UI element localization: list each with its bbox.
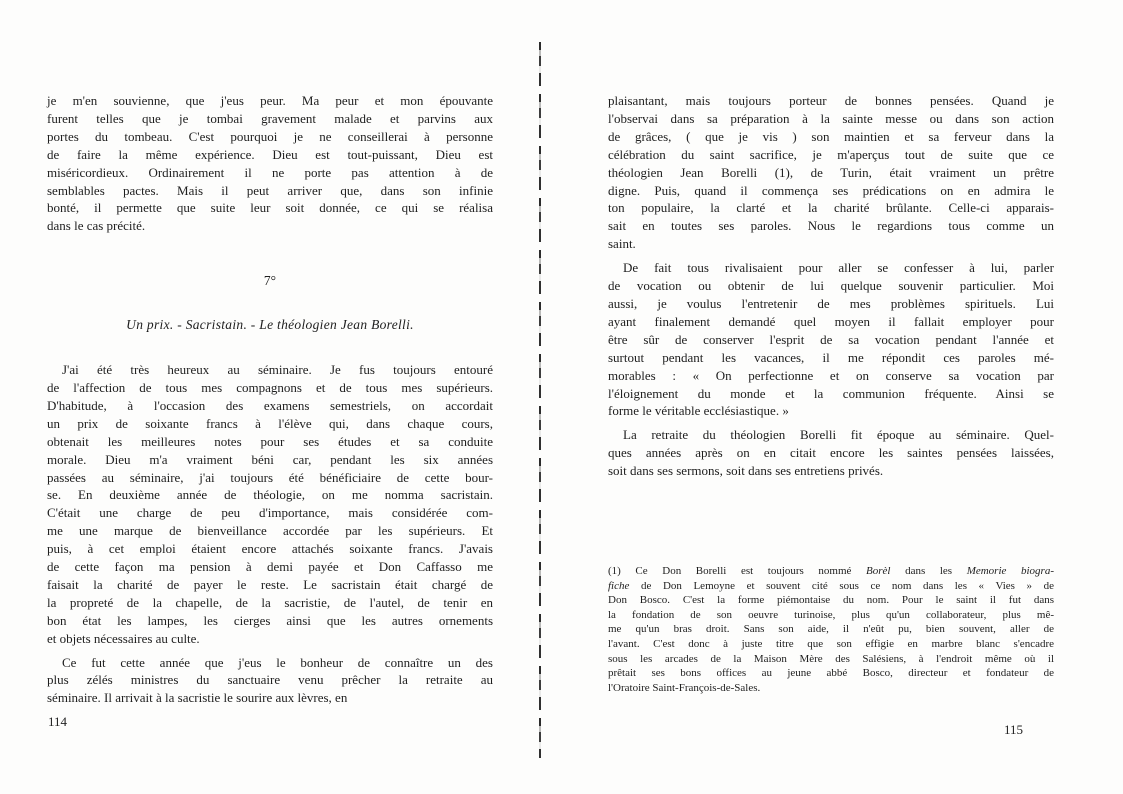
text-line: forme le véritable ecclésiastique. » xyxy=(608,403,789,419)
text-line: D'habitude, à l'occasion des examens semestriels, on accordait xyxy=(47,397,493,413)
text-line: Don Bosco. C'est la forme piémontaise du nom. Pour le saint il fut dans xyxy=(608,594,1054,607)
text-line: se. En deuxième année de théologie, on me nomma sacristain. xyxy=(47,487,493,503)
text-line: l'Oratoire Saint-François-de-Sales. xyxy=(608,681,761,694)
text-line: célébration du saint sacrifice, je m'aperçus tout de suite que ce xyxy=(608,146,1054,162)
text-line: (1) Ce Don Borelli est toujours nommé Borèl dans les Memorie biogra- xyxy=(608,565,1054,578)
text-line: bonté, il permette que suite leur soit donnée, ce qui se réalisa xyxy=(47,200,493,216)
text-line: et objets nécessaires au culte. xyxy=(47,630,200,646)
paragraph-borelli xyxy=(608,92,1054,253)
text-line: de cette façon ma pension à demi payée et Don Caffasso me xyxy=(47,559,493,575)
text-line: J'ai été très heureux au séminaire. Je fus toujours entouré xyxy=(62,362,493,378)
page-number-left: 114 xyxy=(48,714,68,729)
text-line: ton populaire, la clarté et la charité brûlante. Celle-ci apparais- xyxy=(608,200,1054,216)
text-line: ques années après on en citait encore les saintes pensées laissées, xyxy=(608,445,1054,461)
paragraph-continuation xyxy=(47,92,493,235)
text-line: l'observai dans sa préparation à la sainte messe ou dans son action xyxy=(608,110,1054,126)
paragraph-confession xyxy=(608,259,1054,420)
section-number-heading: 7° xyxy=(263,273,277,289)
text-line: un prix de soixante francs à l'élève qui, dans chaque cours, xyxy=(47,415,493,431)
text-line: sait en toutes ses paroles. Nous le regardions tous comme un xyxy=(608,218,1054,234)
left-page xyxy=(47,92,493,707)
text-line: me une marque de bienveillance accordée par les supérieurs. Et xyxy=(47,523,493,539)
text-line: C'était une charge de peu d'importance, mais considérée com- xyxy=(47,505,493,521)
text-line: je m'en souvienne, que j'eus peur. Ma peur et mon épouvante xyxy=(47,93,493,108)
section-title: Un prix. - Sacristain. - Le théologien Jean Borelli. xyxy=(126,317,414,333)
text-line: bon état les lampes, les cierges ainsi que les autres ornements xyxy=(47,612,493,628)
text-line: puis, à cet emploi étaient encore attachés soixante francs. J'avais xyxy=(47,541,493,557)
text-line: saint. xyxy=(608,236,636,252)
text-line: sous les arcades de la Maison Mère des Salésiens, à l'endroit même où il xyxy=(608,652,1054,665)
text-line: de faire la même expérience. Dieu est tout-puissant, Dieu est xyxy=(47,146,493,162)
text-line: faisait la charité de payer le reste. Le sacristain était chargé de xyxy=(47,576,493,592)
text-line: obtenait les meilleures notes pour ses études et sa conduite xyxy=(47,433,493,449)
text-line: soit dans ses sermons, soit dans ses entretiens privés. xyxy=(608,463,884,479)
text-line: Ce fut cette année que j'eus le bonheur de connaître un des xyxy=(62,654,493,670)
text-line: plus zélés ministres du sanctuaire venu prêcher la retraite au xyxy=(47,672,493,688)
paragraph-retreat xyxy=(47,654,493,708)
text-line: la propreté de la chapelle, de la sacristie, de l'autel, de tenir en xyxy=(47,594,493,610)
text-line: morables : « On perfectionne et on conserve sa vocation par xyxy=(608,367,1054,383)
text-line: l'avant. C'est donc à juste titre que son effigie en marbre blanc s'encadre xyxy=(608,638,1054,650)
text-line: ayant finalement demandé quel moyen il fallait employer pour xyxy=(608,313,1054,329)
text-line: portes du tombeau. C'est pourquoi je ne conseillerai à personne xyxy=(47,128,493,144)
text-line: de vocation ou obtenir de lui quelque souvenir particulier. Moi xyxy=(608,278,1054,294)
text-line: de grâces, ( que je vis ) son maintien et sa ferveur dans la xyxy=(608,128,1054,144)
text-line: fiche de Don Lemoyne et souvent cité sous ce nom dans les « Vies » de xyxy=(608,579,1054,592)
text-line: digne. Puis, quand il commença ses prédications on en admira le xyxy=(608,182,1054,198)
text-line: La retraite du théologien Borelli fit époque au séminaire. Quel- xyxy=(623,427,1054,443)
paragraph-seminary xyxy=(47,361,493,648)
text-line: miséricordieux. Ordinairement il ne porte pas attention à de xyxy=(47,164,493,180)
text-line: l'éloignement du monde et la communion fréquente. Ainsi se xyxy=(608,385,1054,401)
text-line: semblables pactes. Mais il peut arriver que, dans son infinie xyxy=(47,182,493,198)
text-line: De fait tous rivalisaient pour aller se confesser à lui, parler xyxy=(623,260,1054,276)
footnote-borelli xyxy=(608,564,1054,695)
binding-gutter-line xyxy=(539,42,541,758)
text-line: aussi, je voulus l'entretenir de mes problèmes spirituels. Lui xyxy=(608,295,1054,311)
text-line: séminaire. Il arrivait à la sacristie le sourire aux lèvres, en xyxy=(47,690,348,706)
text-line: être sûr de conserver l'esprit de sa vocation pendant l'année et xyxy=(608,331,1054,347)
page-number-right: 115 xyxy=(1004,722,1024,737)
paragraph-epoque xyxy=(608,426,1054,480)
text-line: plaisantant, mais toujours porteur de bonnes pensées. Quand je xyxy=(608,93,1054,108)
text-line: passées au séminaire, j'ai toujours été bénéficiaire de cette bour- xyxy=(47,469,493,485)
text-line: furent telles que je tombai gravement malade et parvins aux xyxy=(47,110,493,126)
text-line: me qu'un bras droit. Sans son aide, il n'eût pu, bien souvent, aller de xyxy=(608,623,1054,636)
text-line: morale. Dieu m'a vraiment béni car, pendant les six années xyxy=(47,451,493,467)
right-page xyxy=(608,92,1054,695)
text-line: théologien Jean Borelli (1), de Turin, était vraiment un prêtre xyxy=(608,164,1054,180)
text-line: prêtait ses bons offices au jeune abbé Bosco, directeur et fondateur de xyxy=(608,667,1054,680)
text-line: de l'affection de tous mes compagnons et de tous mes supérieurs. xyxy=(47,379,493,395)
text-line: la fondation de son oeuvre turinoise, plus qu'un collaborateur, plus mê- xyxy=(608,608,1054,621)
text-line: surtout pendant les vacances, il me répondit ces paroles mé- xyxy=(608,349,1054,365)
text-line: dans le cas précité. xyxy=(47,218,146,234)
